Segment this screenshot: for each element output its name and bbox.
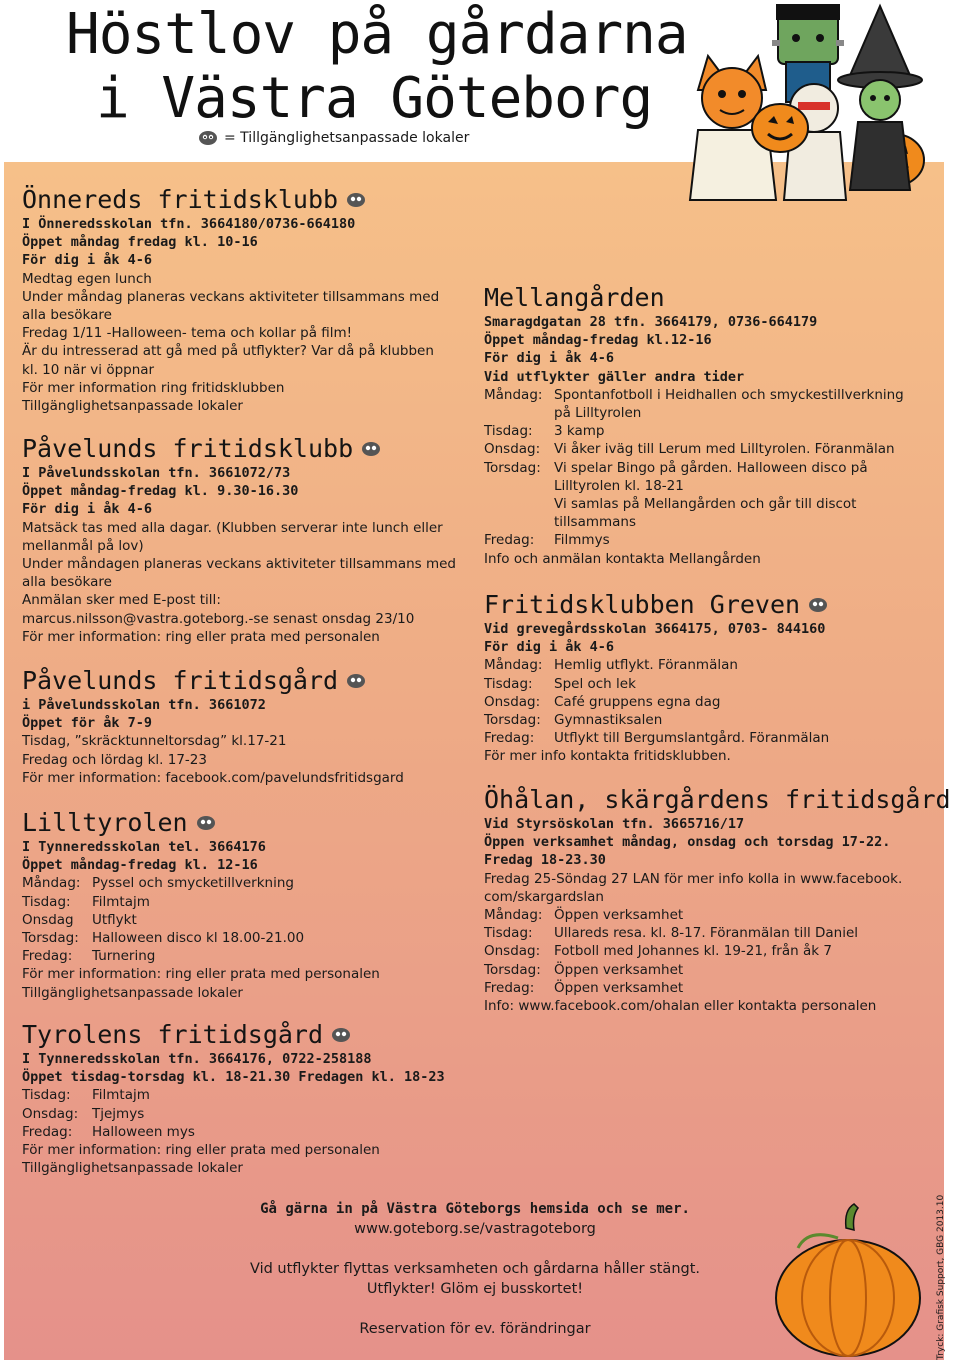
tyrolens-schedule	[22, 1086, 477, 1141]
greven-section	[484, 590, 939, 766]
schedule-activity: tillsammans	[554, 514, 637, 531]
schedule-row	[484, 531, 939, 549]
schedule-activity: Halloween disco kl 18.00-21.00	[92, 930, 305, 947]
footer-buscard-note: Utflykter! Glöm ej busskortet!	[366, 1281, 584, 1297]
info-line: Under måndagen planeras veckans aktiviteter tillsammans med	[22, 556, 456, 573]
pavelunds-klubb-lines	[22, 464, 477, 646]
greven-info	[484, 747, 939, 765]
schedule-day: Torsdag:	[22, 930, 79, 947]
schedule-day: Måndag:	[484, 386, 543, 403]
info-line: Öppet måndag-fredag kl. 9.30-16.30	[22, 483, 299, 500]
greven-lines	[484, 620, 939, 656]
pumpkin-illustration	[768, 1198, 928, 1360]
schedule-day: Måndag:	[484, 657, 543, 674]
info-line: Info och anmälan kontakta Mellangården	[484, 550, 761, 567]
lilltyrolen-lines	[22, 838, 477, 874]
info-line: För dig i åk 4-6	[22, 501, 153, 518]
accessibility-icon	[331, 1027, 351, 1043]
accessibility-icon	[198, 130, 218, 146]
onnereds-heading: Önnereds fritidsklubb	[22, 185, 339, 214]
schedule-row	[484, 477, 939, 495]
schedule-activity: 3 kamp	[554, 423, 605, 440]
schedule-row	[484, 711, 939, 729]
pavelunds-gard-section	[22, 666, 477, 787]
accessibility-icon	[346, 673, 366, 689]
schedule-day: Fredag:	[22, 1123, 73, 1140]
info-line: Anmälan sker med E-post till:	[22, 592, 221, 609]
info-line: För mer information: ring eller prata med personalen	[22, 966, 380, 983]
ohalan-lines	[484, 815, 939, 906]
accessibility-icon	[196, 815, 216, 831]
page-title-line1: Höstlov på gårdarna	[66, 2, 688, 67]
info-line: För mer info kontakta fritidsklubben.	[484, 748, 731, 765]
footer-reservation-note: Reservation för ev. förändringar	[359, 1321, 591, 1337]
info-line: Info: www.facebook.com/ohalan eller kontakta personalen	[484, 998, 877, 1015]
pavelunds-klubb-section	[22, 434, 477, 646]
greven-schedule	[484, 656, 939, 747]
info-line: För mer information: facebook.com/pavelundsfritidsgard	[22, 769, 404, 786]
schedule-activity: på Lilltyrolen	[554, 405, 642, 422]
info-line: För dig i åk 4-6	[484, 639, 615, 656]
schedule-activity: Spontanfotboll i Heidhallen och smyckestillverkning	[554, 386, 904, 403]
accessibility-icon	[361, 441, 381, 457]
schedule-day: Fredag:	[484, 979, 535, 996]
accessibility-icon	[346, 192, 366, 208]
schedule-row	[484, 386, 939, 404]
info-line: Tillgänglighetsanpassade lokaler	[22, 984, 243, 1001]
info-line: kl. 10 när vi öppnar	[22, 361, 155, 378]
info-line: För mer information: ring eller prata med personalen	[22, 1142, 380, 1159]
info-line: alla besökare	[22, 307, 112, 324]
info-line: Öppet måndag-fredag kl. 12-16	[22, 857, 258, 874]
info-line: Medtag egen lunch	[22, 270, 152, 287]
info-line: Öppet måndag fredag kl. 10-16	[22, 234, 258, 251]
halloween-kids-illustration	[668, 0, 950, 215]
schedule-row	[484, 675, 939, 693]
schedule-day: Torsdag:	[484, 961, 541, 978]
schedule-activity: Utflykt till Bergumslantgård. Föranmälan	[554, 730, 830, 747]
schedule-activity: Gymnastiksalen	[554, 712, 663, 729]
info-line: I Tynneredsskolan tfn. 3664176, 0722-258188	[22, 1051, 372, 1067]
schedule-activity: Ullareds resa. kl. 8-17. Föranmälan till Daniel	[554, 925, 859, 942]
schedule-activity: Turnering	[92, 948, 156, 965]
info-line: Öppen verksamhet måndag, onsdag och torsdag 17-22.	[484, 834, 891, 851]
info-line: Vid utflykter gäller andra tider	[484, 368, 745, 385]
schedule-day: Onsdag:	[484, 943, 541, 960]
info-line: Är du intresserad att gå med på utflykter? Var då på klubben	[22, 343, 434, 360]
info-line: Smaragdgatan 28 tfn. 3664179, 0736-664179	[484, 314, 818, 330]
accessibility-icon	[808, 597, 828, 613]
schedule-row	[484, 513, 939, 531]
ohalan-schedule	[484, 906, 939, 997]
schedule-day: Torsdag:	[484, 459, 541, 476]
schedule-day: Fredag:	[484, 532, 535, 549]
info-line: i Påvelundsskolan tfn. 3661072	[22, 697, 266, 713]
schedule-row	[484, 693, 939, 711]
legend-text: = Tillgänglighetsanpassade lokaler	[224, 130, 470, 146]
info-line: I Påvelundsskolan tfn. 3661072/73	[22, 465, 291, 481]
schedule-row	[22, 893, 477, 911]
schedule-activity: Filmtajm	[92, 1087, 150, 1104]
schedule-activity: Tjejmys	[92, 1105, 145, 1122]
pavelunds-gard-heading: Påvelunds fritidsgård	[22, 666, 339, 695]
info-line: För dig i åk 4-6	[484, 350, 615, 367]
lilltyrolen-schedule	[22, 874, 477, 965]
info-line: Fredag 18-23.30	[484, 852, 606, 869]
info-line: För dig i åk 4-6	[22, 252, 153, 269]
schedule-activity: Utflykt	[92, 911, 137, 928]
schedule-row	[484, 422, 939, 440]
lilltyrolen-info	[22, 965, 477, 1001]
tyrolens-info	[22, 1141, 477, 1177]
onnereds-lines	[22, 215, 477, 415]
schedule-activity: Vi åker iväg till Lerum med Lilltyrolen. Föranmälan	[554, 441, 895, 458]
ohalan-info	[484, 997, 939, 1015]
schedule-day: Onsdag:	[22, 1105, 79, 1122]
footer-excursion-note: Vid utflykter flyttas verksamheten och gårdarna håller stängt.	[249, 1261, 701, 1277]
pavelunds-klubb-heading: Påvelunds fritidsklubb	[22, 434, 354, 463]
ohalan-section	[484, 785, 951, 1015]
schedule-row	[22, 1105, 477, 1123]
lilltyrolen-section	[22, 808, 477, 1002]
greven-heading: Fritidsklubben Greven	[484, 590, 801, 619]
schedule-day	[484, 513, 550, 531]
schedule-activity: Café gruppens egna dag	[554, 693, 721, 710]
schedule-activity: Halloween mys	[92, 1123, 195, 1140]
schedule-day: Tisdag:	[484, 925, 533, 942]
schedule-day: Tisdag:	[22, 893, 71, 910]
schedule-activity: Filmmys	[554, 532, 610, 549]
info-line: För mer information ring fritidsklubben	[22, 379, 285, 396]
ohalan-heading: Öhålan, skärgårdens fritidsgård	[484, 785, 951, 814]
info-line: Tisdag, ”skräcktunneltorsdag” kl.17-21	[22, 733, 287, 750]
schedule-activity: Filmtajm	[92, 893, 150, 910]
info-line: För mer information: ring eller prata med personalen	[22, 628, 380, 645]
schedule-day: Måndag:	[22, 875, 81, 892]
schedule-row	[22, 1123, 477, 1141]
schedule-day	[484, 477, 550, 495]
info-line: Tillgänglighetsanpassade lokaler	[22, 398, 243, 415]
info-line: Öppet för åk 7-9	[22, 715, 153, 732]
schedule-row	[22, 1086, 477, 1104]
tyrolens-section	[22, 1020, 477, 1177]
schedule-activity: Vi spelar Bingo på gården. Halloween disco på	[554, 459, 868, 476]
schedule-activity: Spel och lek	[554, 675, 636, 692]
info-line: com/skargardslan	[484, 888, 604, 905]
schedule-row	[484, 924, 939, 942]
pavelunds-gard-lines	[22, 696, 477, 787]
footer	[200, 1199, 750, 1339]
lilltyrolen-heading: Lilltyrolen	[22, 808, 188, 837]
onnereds-section	[22, 185, 477, 415]
schedule-activity: Öppen verksamhet	[554, 979, 684, 996]
info-line: I Tynneredsskolan tel. 3664176	[22, 839, 266, 855]
schedule-row	[22, 874, 477, 892]
info-line: I Önneredsskolan tfn. 3664180/0736-664180	[22, 216, 356, 232]
schedule-row	[484, 729, 939, 747]
schedule-activity: Fotboll med Johannes kl. 19-21, från åk 7	[554, 943, 832, 960]
info-line: Under måndag planeras veckans aktiviteter tillsammans med	[22, 288, 440, 305]
info-line: Vid Styrsöskolan tfn. 3665716/17	[484, 816, 745, 832]
schedule-day	[484, 495, 550, 513]
schedule-day: Tisdag:	[22, 1087, 71, 1104]
schedule-row	[484, 979, 939, 997]
schedule-row	[484, 961, 939, 979]
print-credit: Tryck: Grafisk Support, GBG 2013.10	[936, 1194, 946, 1360]
schedule-activity: Pyssel och smycketillverkning	[92, 875, 294, 892]
info-line: Öppet måndag-fredag kl.12-16	[484, 332, 712, 349]
info-line: marcus.nilsson@vastra.goteborg.-se senast onsdag 23/10	[22, 610, 415, 627]
mellangarden-info	[484, 550, 939, 568]
schedule-row	[484, 459, 939, 477]
mellangarden-section	[484, 283, 939, 568]
schedule-row	[484, 942, 939, 960]
schedule-day	[484, 404, 550, 422]
info-line: Öppet tisdag-torsdag kl. 18-21.30 Fredagen kl. 18-23	[22, 1069, 445, 1086]
schedule-row	[484, 440, 939, 458]
mellangarden-schedule	[484, 386, 939, 550]
schedule-day: Fredag:	[484, 730, 535, 747]
schedule-day: Onsdag:	[484, 693, 541, 710]
schedule-activity: Lilltyrolen kl. 18-21	[554, 477, 684, 494]
info-line: Tillgänglighetsanpassade lokaler	[22, 1160, 243, 1177]
schedule-activity: Vi samlas på Mellangården och går till discot	[554, 496, 857, 513]
schedule-row	[484, 495, 939, 513]
schedule-day: Tisdag:	[484, 675, 533, 692]
footer-website-link[interactable]: www.goteborg.se/vastragoteborg	[354, 1221, 596, 1237]
mellangarden-lines	[484, 313, 939, 386]
schedule-row	[484, 656, 939, 674]
footer-website-intro: Gå gärna in på Västra Göteborgs hemsida och se mer.	[260, 1201, 690, 1217]
info-line: Fredag och lördag kl. 17-23	[22, 751, 207, 768]
info-line: alla besökare	[22, 574, 112, 591]
schedule-row	[22, 947, 477, 965]
schedule-activity: Öppen verksamhet	[554, 961, 684, 978]
schedule-row	[22, 911, 477, 929]
schedule-day: Onsdag	[22, 911, 74, 928]
info-line: Fredag 25-Söndag 27 LAN för mer info kolla in www.facebook.	[484, 870, 903, 887]
page-title-line2: i Västra Göteborg	[96, 66, 653, 131]
info-line: Vid grevegårdsskolan 3664175, 0703- 844160	[484, 621, 826, 637]
accessibility-legend	[198, 130, 469, 146]
schedule-row	[484, 906, 939, 924]
schedule-row	[22, 929, 477, 947]
schedule-activity: Öppen verksamhet	[554, 907, 684, 924]
mellangarden-heading: Mellangården	[484, 283, 665, 312]
info-line: mellanmål på lov)	[22, 537, 144, 554]
tyrolens-heading: Tyrolens fritidsgård	[22, 1020, 324, 1049]
schedule-day: Fredag:	[22, 948, 73, 965]
schedule-row	[484, 404, 939, 422]
schedule-activity: Hemlig utflykt. Föranmälan	[554, 657, 738, 674]
tyrolens-lines	[22, 1050, 477, 1086]
schedule-day: Torsdag:	[484, 712, 541, 729]
info-line: Matsäck tas med alla dagar. (Klubben serverar inte lunch eller	[22, 519, 443, 536]
schedule-day: Måndag:	[484, 907, 543, 924]
schedule-day: Onsdag:	[484, 441, 541, 458]
info-line: Fredag 1/11 -Halloween- tema och kollar på film!	[22, 325, 353, 342]
schedule-day: Tisdag:	[484, 423, 533, 440]
